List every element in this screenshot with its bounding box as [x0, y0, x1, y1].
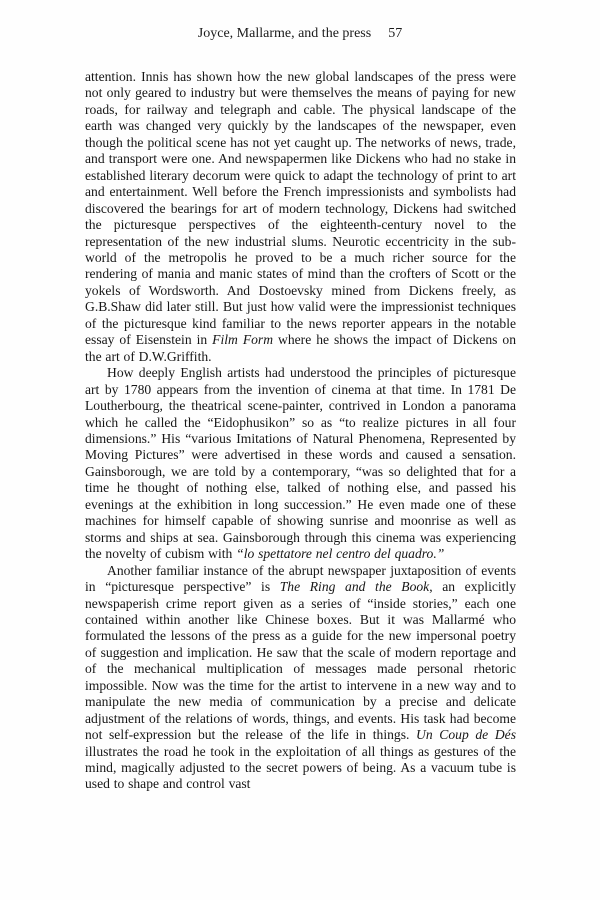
text-segment: attention. Innis has shown how the new global landscapes of the press were not only geared to industry but were themselves the means of paying for new roads, for railway and telegraph and cable. The physical landscape of the earth was changed very quickly by the landscapes of the newspaper, even though the political scene has not yet caught up. The networks of news, trade, and transport were one. And newspapermen like Dickens who had no stake in established literary decorum were quick to adapt the technology of print to art and entertainment. Well before the French impressionists and symbolists had discovered the bearings for art of modern technology, Dickens had switched the picturesque perspectives of the eighteenth-century novel to the representation of the new industrial slums. Neurotic eccentricity in the sub-world of the metropolis he proved to be a much richer source for the rendering of mania and manic states of mind than the crofters of Scott or the yokels of Wordsworth. And Dostoevsky mined from Dickens freely, as G.B.Shaw did later still. But just how valid were the impressionist techniques of the picturesque kind familiar to the news reporter appears in the notable essay of Eisenstein in	[85, 69, 516, 348]
italic-text-segment: The Ring and the Book	[279, 579, 430, 595]
italic-text-segment: “lo spettatore nel centro del quadro.”	[236, 546, 445, 562]
page-number: 57	[388, 26, 403, 41]
text-segment: illustrates the road he took in the exploitation of all things as gestures of the mind, magically adjusted to the secret powers of being. As a vacuum tube is used to shape and control vast	[85, 743, 516, 792]
italic-text-segment: Film Form	[212, 332, 274, 348]
italic-text-segment: Un Coup de Dés	[416, 727, 516, 743]
text-segment: Another familiar instance of the abrupt newspaper juxtaposition of events in “picturesque perspective” is	[85, 562, 516, 595]
paragraph-3	[85, 563, 516, 793]
text-segment: where he shows the impact of Dickens on the art of D.W.Griffith.	[85, 332, 516, 364]
body-text	[85, 69, 516, 793]
paragraph-1	[85, 69, 516, 365]
text-segment: How deeply English artists had understood the principles of picturesque art by 1780 appears from the invention of cinema at that time. In 1781 De Loutherbourg, the theatrical scene-painter, contrived in London a panorama which he called the “Eidophusikon” so as “to realize pictures in all four dimensions.” His “various Imitations of Natural Phenomena, Represented by Moving Pictures” were advertised in these words and caused a sensation. Gainsborough, we are told by a contemporary, “was so delighted that for a time he thought of nothing else, talked of nothing else, and passed his evenings at the exhibition in long succession.” He even made one of these machines for himself capable of showing sunrise and moonrise as well as storms and ships at sea. Gainsborough through this cinema was experiencing the novelty of cubism with	[85, 365, 516, 562]
running-header	[0, 26, 600, 42]
paragraph-2	[85, 365, 516, 562]
text-segment: , an explicitly newspaperish crime report given as a series of “inside stories,” each one contained within another like Chinese boxes. But it was Mallarmé who formulated the lessons of the press as a guide for the new impersonal poetry of suggestion and implication. He saw that the scale of modern reportage and of the mechanical multiplication of messages made personal rhetoric impossible. Now was the time for the artist to intervene in a new way and to manipulate the new media of communication by a precise and delicate adjustment of the relations of words, things, and events. His task had become not self-expression but the release of the life in things.	[85, 579, 517, 743]
running-title: Joyce, Mallarme, and the press	[197, 26, 372, 41]
